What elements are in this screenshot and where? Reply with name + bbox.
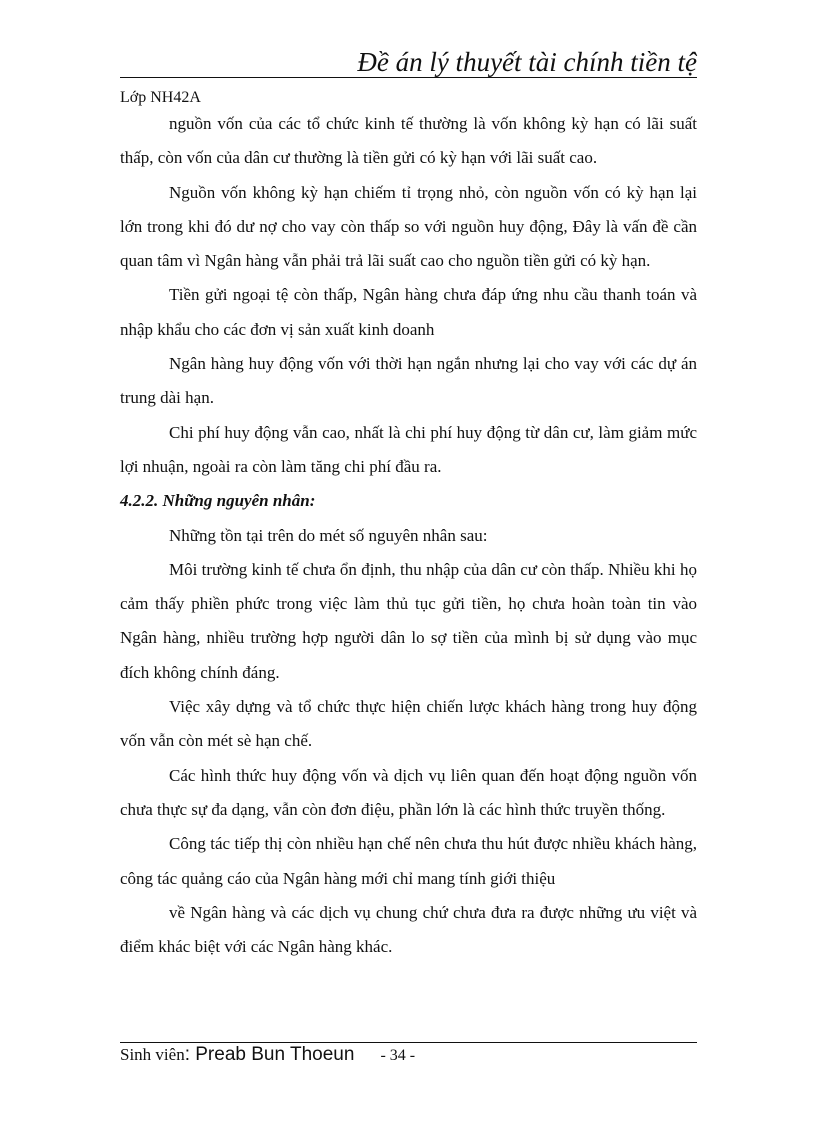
page-header-title: Đề án lý thuyết tài chính tiền tệ <box>357 47 697 77</box>
paragraph: Các hình thức huy động vốn và dịch vụ liên quan đến hoạt động nguồn vốn chưa thực sự đa dạng, vẫn còn đơn điệu, phần lớn là các hình thức truyền thống. <box>120 765 697 819</box>
section-heading: 4.2.2. Những nguyên nhân: <box>120 491 316 511</box>
paragraph: nguồn vốn của các tổ chức kinh tế thường là vốn không kỳ hạn có lãi suất thấp, còn vốn của dân cư thường là tiền gửi có kỳ hạn với lãi suất cao. <box>120 114 697 168</box>
paragraph: Công tác tiếp thị còn nhiều hạn chế nên chưa thu hút được nhiều khách hàng, công tác quảng cáo của Ngân hàng mới chỉ mang tính giới thiệu <box>120 834 697 888</box>
student-name: : Preab Bun Thoeun <box>184 1044 355 1065</box>
document-body <box>120 107 697 964</box>
footer-divider <box>120 1042 697 1043</box>
student-label: Sinh viên <box>120 1045 185 1064</box>
page-footer <box>120 1044 697 1066</box>
paragraph: Tiền gửi ngoại tệ còn thấp, Ngân hàng chưa đáp ứng nhu cầu thanh toán và nhập khẩu cho các đơn vị sản xuất kinh doanh <box>120 285 697 339</box>
class-label: Lớp NH42A <box>120 89 201 106</box>
paragraph: Nguồn vốn không kỳ hạn chiếm tỉ trọng nhỏ, còn nguồn vốn có kỳ hạn lại lớn trong khi đó dư nợ cho vay còn thấp so với nguồn huy động, Đây là vấn đề cần quan tâm vì Ngân hàng vẫn phải trả lãi suất cao cho nguồn tiền gửi có kỳ hạn. <box>120 182 697 271</box>
page-number: - 34 - <box>380 1047 416 1064</box>
paragraph: về Ngân hàng và các dịch vụ chung chứ chưa đưa ra được những ưu việt và điểm khác biệt với các Ngân hàng khác. <box>120 902 697 957</box>
paragraph: Việc xây dựng và tổ chức thực hiện chiến lược khách hàng trong huy động vốn vẫn còn mét sè hạn chế. <box>120 697 697 751</box>
paragraph: Môi trường kinh tế chưa ổn định, thu nhập của dân cư còn thấp. Nhiều khi họ cảm thấy phiền phức trong việc làm thủ tục gửi tiền, họ chưa hoàn toàn tin vào Ngân hàng, nhiều trường hợp người dân lo sợ tiền của mình bị sử dụng vào mục đích không chính đáng. <box>120 559 697 682</box>
paragraph: Ngân hàng huy động vốn với thời hạn ngắn nhưng lại cho vay với các dự án trung dài hạn. <box>120 354 697 408</box>
paragraph: Những tồn tại trên do mét số nguyên nhân sau: <box>169 525 488 545</box>
paragraph: Chi phí huy động vẫn cao, nhất là chi phí huy động từ dân cư, làm giảm mức lợi nhuận, ngoài ra còn làm tăng chi phí đầu ra. <box>120 422 697 476</box>
header-divider <box>120 77 697 78</box>
